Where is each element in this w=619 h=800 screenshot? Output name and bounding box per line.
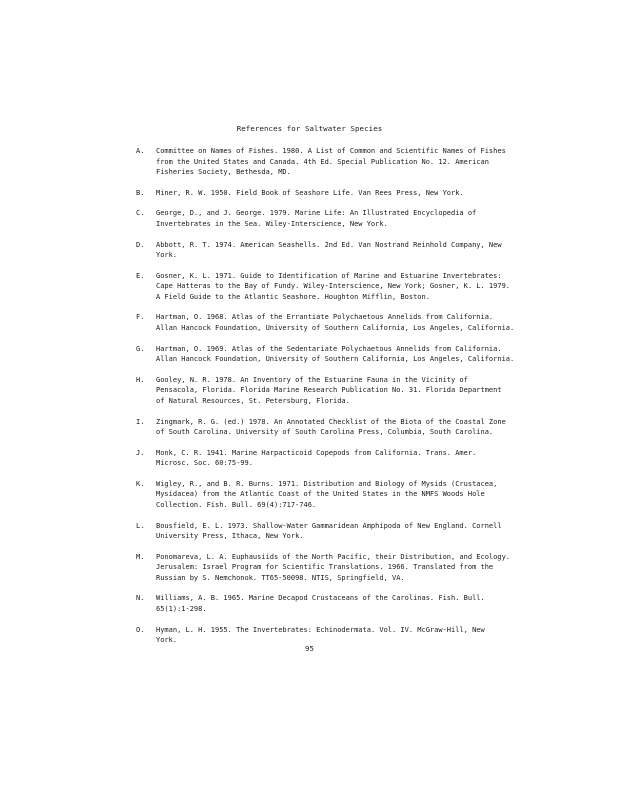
reference-text: Bousfield, E. L. 1973. Shallow-Water Gammaridean Amphipoda of New England. Cornell University Press, Ithaca, New York. (156, 521, 502, 541)
reference-item (136, 417, 581, 438)
reference-key: H. (136, 375, 145, 384)
reference-key: M. (136, 552, 145, 561)
reference-key: D. (136, 240, 145, 249)
reference-item (136, 593, 581, 614)
reference-text: Gooley, N. R. 1978. An Inventory of the Estuarine Fauna in the Vicinity of Pensacola, Florida. Florida Marine Research Publication No. 31. Florida Department of Natural Resources, St. Petersburg, Florida. (156, 375, 502, 405)
page-title: References for Saltwater Species (236, 124, 383, 133)
reference-item (136, 312, 581, 333)
reference-text: Monk, C. R. 1941. Marine Harpacticoid Copepods from California. Trans. Amer. Microsc. Soc. 60:75-99. (156, 448, 477, 468)
reference-text: Zingmark, R. G. (ed.) 1978. An Annotated Checklist of the Biota of the Coastal Zone of South Carolina. University of South Carolina Press, Columbia, South Carolina. (156, 417, 506, 436)
reference-key: O. (136, 625, 145, 634)
reference-item (136, 344, 581, 365)
reference-key: L. (136, 521, 145, 530)
reference-key: I. (136, 417, 145, 426)
reference-text: Wigley, R., and B. R. Burns. 1971. Distribution and Biology of Mysids (Crustacea, Mysidacea) from the Atlantic Coast of the United States in the NMFS Woods Hole Collection. Fish. Bull. 69(4):717-746. (156, 479, 498, 509)
reference-text: Hyman, L. H. 1955. The Invertebrates: Echinodermata. Vol. IV. McGraw-Hill, New York. (156, 625, 485, 645)
reference-key: E. (136, 271, 145, 280)
reference-text: Hartman, O. 1968. Atlas of the Errantiate Polychaetous Annelids from California. Allan Hancock Foundation, University of Southern California, Los Angeles, California. (156, 313, 515, 332)
reference-text: Abbott, R. T. 1974. American Seashells. 2nd Ed. Van Nostrand Reinhold Company, New York. (156, 240, 502, 260)
reference-item (136, 521, 581, 542)
reference-key: N. (136, 594, 145, 603)
reference-item (136, 208, 581, 229)
reference-item (136, 146, 581, 178)
reference-text: Committee on Names of Fishes. 1980. A List of Common and Scientific Names of Fishes from the United States and Canada. 4th Ed. Special Publication No. 12. American Fisheries Society, Bethesda, MD. (156, 147, 506, 176)
reference-text: George, D., and J. George. 1979. Marine Life: An Illustrated Encyclopedia of Invertebrates in the Sea. Wiley-Interscience, New York. (156, 209, 477, 228)
reference-list (136, 146, 581, 656)
reference-key: K. (136, 479, 145, 488)
reference-text: Gosner, K. L. 1971. Guide to Identification of Marine and Estuarine Invertebrates: Cape Hatteras to the Bay of Fundy. Wiley-Interscience, New York; Gosner, K. L. 1979. A Field Guide to the Atlantic Seashore. Houghton Mifflin, Boston. (156, 271, 511, 301)
reference-key: B. (136, 188, 145, 197)
reference-key: J. (136, 448, 145, 457)
reference-key: C. (136, 209, 145, 218)
reference-item (136, 271, 581, 303)
reference-text: Miner, R. W. 1950. Field Book of Seashore Life. Van Rees Press, New York. (156, 188, 464, 197)
reference-text: Williams, A. B. 1965. Marine Decapod Crustaceans of the Carolinas. Fish. Bull. 65(1):1-298. (156, 594, 485, 613)
reference-item (136, 448, 581, 469)
reference-text: Hartman, O. 1969. Atlas of the Sedentariate Polychaetous Annelids from California. Allan Hancock Foundation, University of Southern California, Los Angeles, California. (156, 344, 515, 364)
reference-item (136, 552, 581, 584)
reference-text: Ponomareva, L. A. Euphausiids of the North Pacific, their Distribution, and Ecology. Jerusalem: Israel Program for Scientific Translations. 1966. Translated from the Russian by S. Nemchonok. TT65-50098. NTIS, Springfield, VA. (156, 552, 511, 582)
reference-key: A. (136, 147, 145, 155)
reference-item (136, 479, 581, 511)
reference-item (136, 188, 581, 199)
page-number: 95 (305, 644, 314, 653)
reference-key: F. (136, 313, 145, 322)
reference-key: G. (136, 344, 145, 353)
reference-item (136, 625, 581, 646)
reference-item (136, 240, 581, 261)
reference-item (136, 375, 581, 407)
